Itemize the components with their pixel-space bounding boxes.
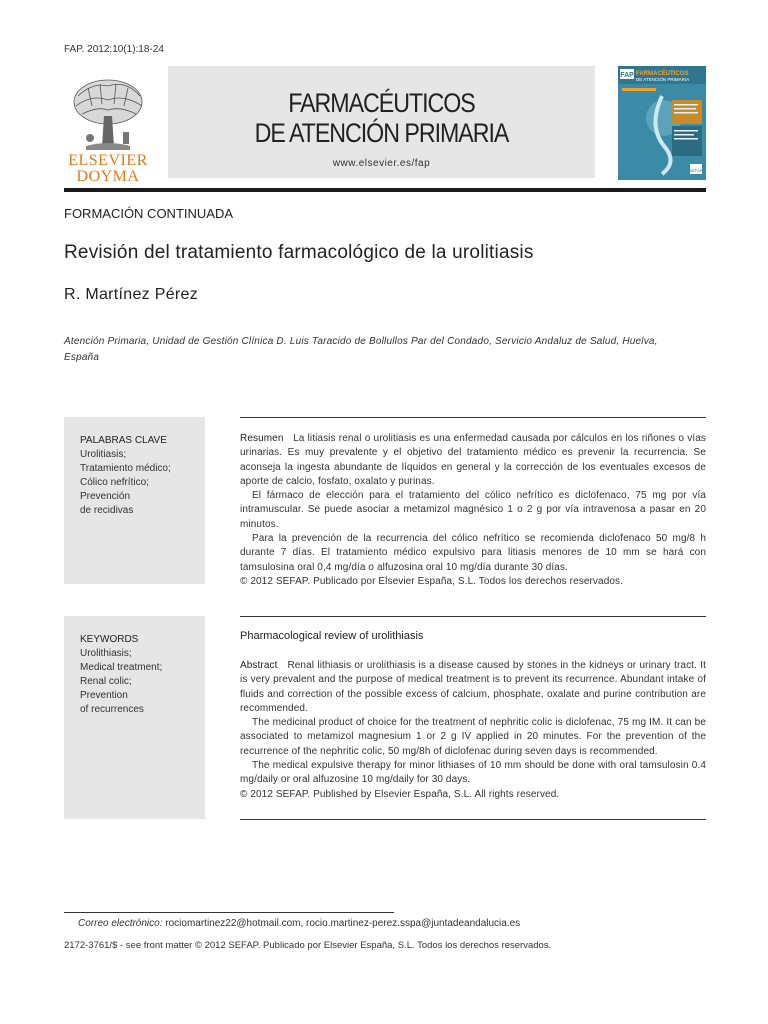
elsevier-wordmark: ELSEVIER: [68, 152, 148, 169]
section-label: FORMACIÓN CONTINUADA: [64, 206, 233, 221]
keywords-box-en: [64, 616, 205, 819]
abstract-en-title: Pharmacological review of urolithiasis: [240, 630, 424, 642]
article-title: Revisión del tratamiento farmacológico de la urolitiasis: [64, 242, 534, 263]
journal-url[interactable]: www.elsevier.es/fap: [332, 158, 431, 169]
keywords-heading-es: PALABRAS CLAVE: [80, 435, 167, 446]
abstract-en-top-rule: [240, 616, 706, 617]
keywords-heading-en: KEYWORDS: [80, 634, 139, 645]
journal-cover: [618, 66, 706, 180]
author-affiliation: Atención Primaria, Unidad de Gestión Clínica D. Luis Taracido de Bollullos Par del Condado, Servicio Andaluz de Salud, Huelva, España: [64, 336, 658, 363]
abstract-en-p3: The medical expulsive therapy for minor lithiases of 10 mm should be done with oral tamsulosin 0.4 mg/daily or oral alfuzosine 10 mg/daily for 30 days.: [240, 760, 706, 786]
abstract-es-p1: La litiasis renal o urolitiasis es una enfermedad causada por cálculos en los riñones o vías urinarias. Es muy prevalente y el objetivo del tratamiento médico es prevenir la recurrencia. Se aconseja la ingesta abundante de líquidos en general y la corrección de los eventuales excesos de aporte de calcio, fosfato, oxalato y purinas.: [240, 433, 706, 487]
svg-text:FARMACÉUTICOS: FARMACÉUTICOS: [636, 71, 689, 77]
journal-title-line1: FARMACÉUTICOS: [288, 88, 475, 118]
keyword-item: Urolitiasis;: [80, 449, 127, 460]
abstract-es-copyright: © 2012 SEFAP. Publicado por Elsevier España, S.L. Todos los derechos reservados.: [240, 575, 623, 587]
abstract-en-copyright: © 2012 SEFAP. Published by Elsevier España, S.L. All rights reserved.: [240, 788, 560, 800]
email-addresses[interactable]: rociomartinez22@hotmail.com, rocio.martinez-perez.sspa@juntadeandalucia.es: [165, 918, 521, 929]
email-label: Correo electrónico:: [78, 918, 163, 929]
keywords-box-es: [64, 417, 205, 584]
correspondence-footnote: [78, 918, 520, 929]
keyword-item: Cólico nefrítico;: [80, 477, 149, 488]
journal-masthead: [168, 66, 595, 178]
issn-line: 2172-3761/$ - see front matter © 2012 SEFAP. Publicado por Elsevier España, S.L. Todos los derechos reservados.: [64, 940, 552, 951]
abstract-es-label: Resumen: [240, 433, 284, 444]
keyword-item: Tratamiento médico;: [80, 463, 171, 474]
footnote-rule: [64, 912, 394, 913]
svg-text:SEFAP: SEFAP: [689, 168, 703, 173]
doyma-wordmark: DOYMA: [76, 168, 140, 185]
tree-icon: [68, 76, 148, 152]
journal-cover-illustration: [618, 66, 706, 180]
abstract-en-p1: Renal lithiasis or urolithiasis is a disease caused by stones in the kidneys or urinary tract. It is very prevalent and the purpose of medical treatment is to prevent its recurrence. Abundant intake of fluids and correction of the possible excess of calcium, phosphate, oxalate and purine contribution are recommended.: [240, 660, 706, 714]
keyword-item: de recidivas: [80, 505, 134, 516]
abstract-en: [240, 659, 706, 802]
journal-citation: FAP. 2012;10(1):18-24: [64, 44, 164, 55]
abstract-es-top-rule: [240, 417, 706, 418]
elsevier-logo: [62, 70, 154, 184]
keyword-item: Prevención: [80, 491, 131, 502]
abstract-en-label: Abstract: [240, 660, 278, 671]
svg-text:DE ATENCIÓN PRIMARIA: DE ATENCIÓN PRIMARIA: [636, 77, 690, 82]
header-rule: [64, 188, 706, 192]
abstract-en-bottom-rule: [240, 819, 706, 820]
article-author: R. Martínez Pérez: [64, 286, 199, 303]
keyword-item: of recurrences: [80, 704, 144, 715]
svg-text:FAP: FAP: [620, 72, 634, 79]
abstract-en-p2: The medicinal product of choice for the treatment of nephritic colic is diclofenac, 75 mg IM. It can be associated to metamizol magnesium 1 or 2 g IV applied in 20 minutes. For the prevention of the recurrence of the nephritic colic, 50 mg/8h of diclofenac during seven days is recommended.: [240, 717, 706, 757]
keyword-item: Urolithiasis;: [80, 648, 132, 659]
abstract-es-p3: Para la prevención de la recurrencia del cólico nefrítico se recomienda diclofenaco 50 mg/8 h durante 7 días. El tratamiento médico expulsivo para litiasis menores de 10 mm se hará con tamsulosina oral 0,4 mg/día o alfuzosina oral 10 mg/día durante 30 días.: [240, 533, 706, 573]
abstract-es: [240, 432, 706, 589]
keyword-item: Medical treatment;: [80, 662, 163, 673]
keyword-item: Prevention: [80, 690, 128, 701]
abstract-es-p2: El fármaco de elección para el tratamiento del cólico nefrítico es diclofenaco, 75 mg por vía intramuscular. Se puede asociar a metamizol magnésico 1 o 2 g por vía intravenosa a pasar en 20 minutos.: [240, 490, 706, 530]
keyword-item: Renal colic;: [80, 676, 132, 687]
journal-title-line2: DE ATENCIÓN PRIMARIA: [254, 118, 509, 148]
